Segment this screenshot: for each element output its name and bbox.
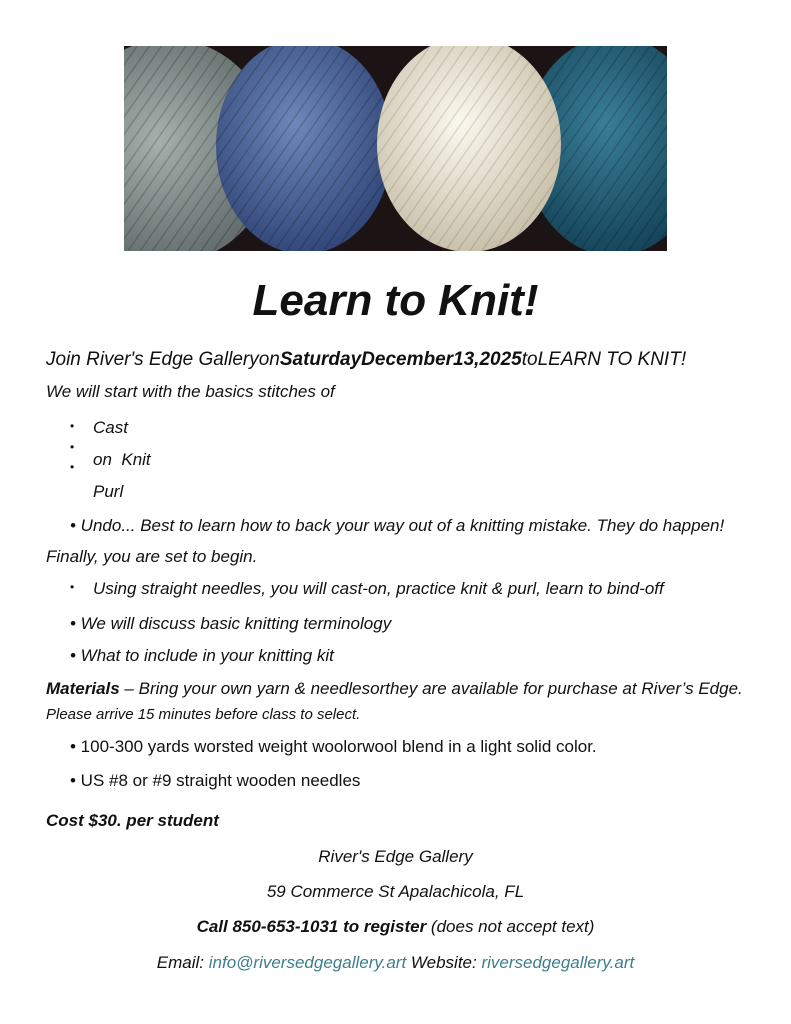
materials-item: • US #8 or #9 straight wooden needles — [70, 771, 361, 790]
bullet-marker: • — [70, 419, 75, 433]
yarn-banner-image — [124, 46, 667, 251]
step-item: • What to include in your knitting kit — [70, 646, 334, 665]
basics-item-cast: Cast — [93, 418, 128, 437]
register-note: (does not accept text) — [426, 917, 595, 936]
materials-note: Please arrive 15 minutes before class to select. — [46, 706, 361, 723]
venue-address: 59 Commerce St Apalachicola, FL — [266, 882, 525, 901]
intro-prefix: Join River's Edge Galleryon — [46, 349, 280, 370]
step-item: • We will discuss basic knitting terminology — [70, 614, 392, 633]
materials-item: • 100-300 yards worsted weight woolorwool blend in a light solid color. — [70, 737, 597, 756]
step-item: Using straight needles, you will cast-on, practice knit & purl, learn to bind-off — [93, 579, 664, 598]
materials-text: – Bring your own yarn & needlesorthey are available for purchase at River’s Edge. — [119, 679, 743, 698]
website-link[interactable]: riversedgegallery.art — [481, 953, 635, 972]
finally-text: Finally, you are set to begin. — [46, 547, 258, 566]
basics-item-on-knit: on Knit — [93, 450, 151, 469]
register-call: Call 850-653-1031 to register — [196, 917, 427, 936]
basics-heading: We will start with the basics stitches of — [46, 382, 335, 401]
undo-item: • Undo... Best to learn how to back your way out of a knitting mistake. They do happen! — [70, 516, 725, 535]
cost-text: Cost $30. per student — [46, 811, 219, 830]
intro-suffix: toLEARN TO KNIT! — [521, 349, 687, 370]
bullet-marker: • — [70, 580, 75, 594]
bullet-marker: • — [70, 440, 75, 454]
materials-line — [46, 679, 743, 699]
materials-label: Materials — [46, 679, 120, 698]
basics-item-purl: Purl — [93, 482, 124, 501]
email-link[interactable]: info@riversedgegallery.art — [208, 953, 407, 972]
website-label: Website: — [406, 953, 482, 972]
email-label: Email: — [156, 953, 209, 972]
intro-date: SaturdayDecember13,2025 — [279, 349, 522, 370]
page-title: Learn to Knit! — [252, 276, 539, 325]
intro-line — [46, 349, 686, 371]
bullet-marker: • — [70, 460, 75, 474]
venue-name: River's Edge Gallery — [318, 847, 473, 866]
register-line — [0, 917, 791, 937]
contact-line — [0, 953, 791, 973]
